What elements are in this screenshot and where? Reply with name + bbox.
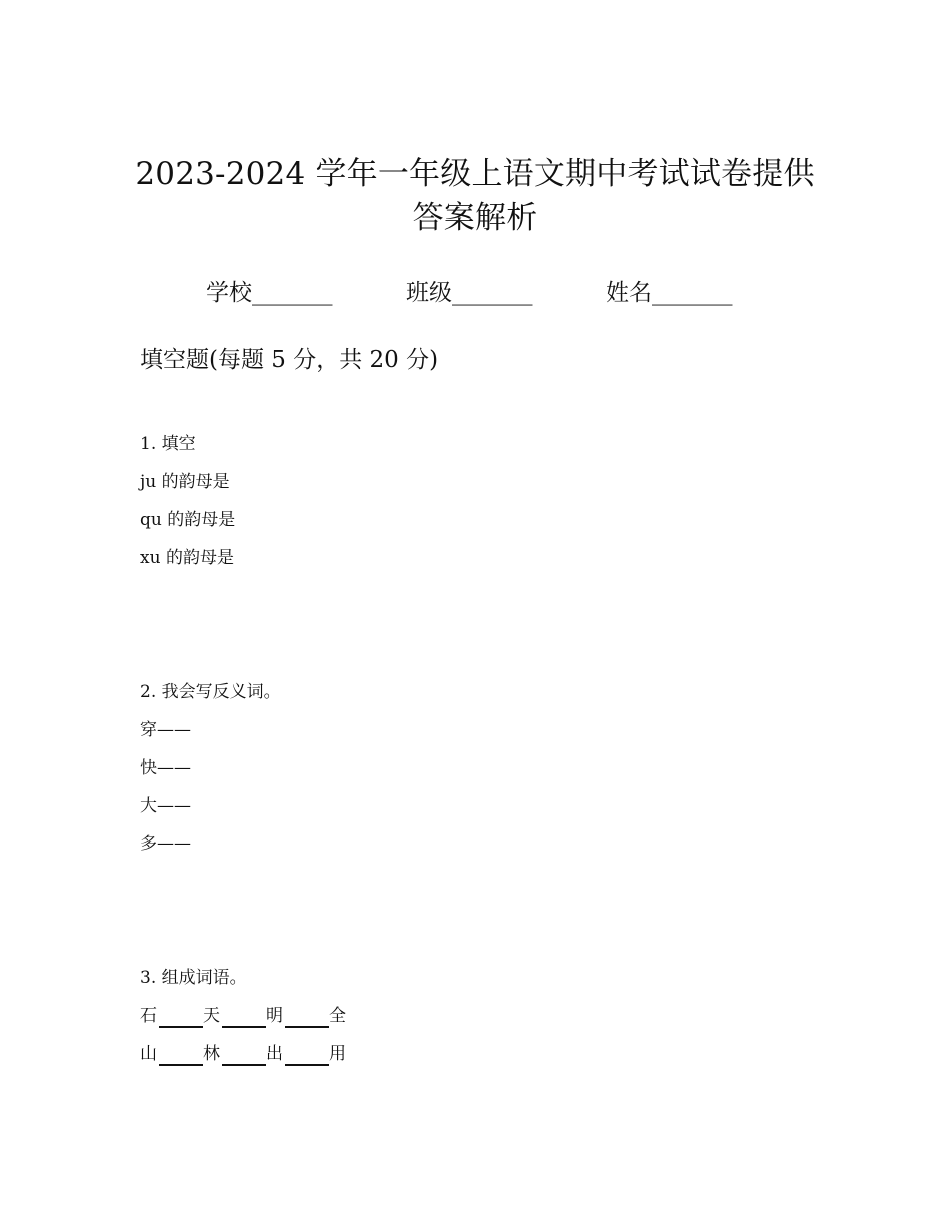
question-3-title: 3. 组成词语。: [140, 968, 247, 988]
title-line-2: 答案解析: [412, 200, 538, 236]
fill-blank[interactable]: [285, 1007, 329, 1028]
word-char: 全: [329, 1006, 346, 1026]
question-1-line: ju 的韵母是: [140, 472, 230, 492]
word-char: 天: [203, 1006, 220, 1026]
question-1-line: qu 的韵母是: [140, 510, 236, 530]
fill-blank[interactable]: [222, 1045, 266, 1066]
word-char: 用: [329, 1044, 346, 1064]
title-line-1: 2023-2024 学年一年级上语文期中考试试卷提供: [135, 156, 815, 192]
question-2-line: 快——: [140, 758, 191, 778]
word-char: 山: [140, 1044, 157, 1064]
question-2-line: 穿——: [140, 720, 191, 740]
word-blank-row-1: [140, 1004, 346, 1028]
question-2-line: 大——: [140, 796, 191, 816]
word-char: 出: [266, 1044, 283, 1064]
fill-blank[interactable]: [159, 1045, 203, 1066]
word-char: 林: [203, 1044, 220, 1064]
student-info-row: [0, 275, 950, 315]
fill-blank[interactable]: [159, 1007, 203, 1028]
word-char: 石: [140, 1006, 157, 1026]
fill-blank[interactable]: [222, 1007, 266, 1028]
fill-blank[interactable]: [285, 1045, 329, 1066]
question-2-line: 多——: [140, 834, 191, 854]
school-field: 学校_______: [206, 280, 333, 306]
question-1-title: 1. 填空: [140, 434, 196, 454]
class-field: 班级_______: [406, 280, 533, 306]
word-char: 明: [266, 1006, 283, 1026]
word-blank-row-2: [140, 1042, 346, 1066]
exam-title: [0, 152, 950, 240]
name-field: 姓名_______: [606, 280, 733, 306]
question-2-title: 2. 我会写反义词。: [140, 682, 281, 702]
question-1-line: xu 的韵母是: [140, 548, 234, 568]
section-heading: 填空题(每题 5 分，共 20 分): [140, 347, 439, 373]
